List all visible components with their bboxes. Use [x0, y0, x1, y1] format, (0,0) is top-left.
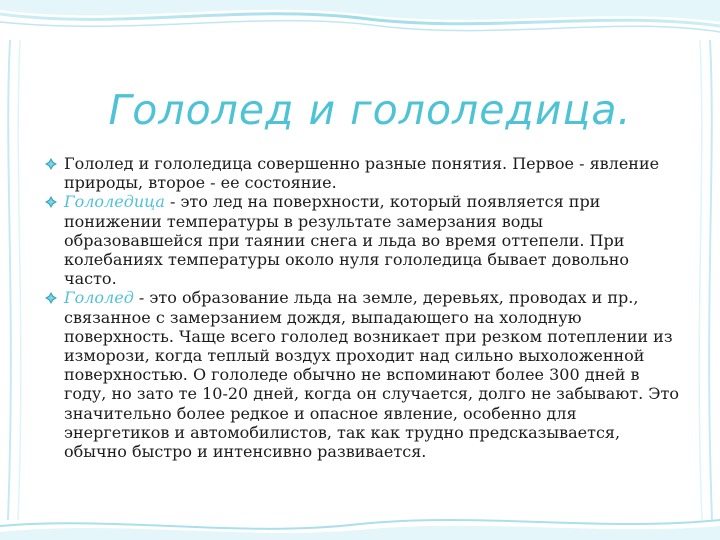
diamond-bullet-icon	[44, 157, 58, 171]
bullet-text: - это лед на поверхности, который появляется при понижении температуры в результате замерзания воды образовавшейся при таянии снега и льда во время оттепели. При колебаниях температуры около нуля гололедица бывает довольно часто.	[64, 192, 630, 289]
diamond-bullet-icon	[44, 195, 58, 209]
list-item	[44, 154, 680, 192]
list-item	[44, 192, 680, 288]
bullet-text: Гололед и гололедица совершенно разные понятия. Первое - явление природы, второе - ее состояние.	[64, 154, 660, 193]
diamond-bullet-icon	[44, 291, 58, 305]
bullet-text: - это образование льда на земле, деревьях, проводах и пр., связанное с замерзанием дождя, выпадающего на холодную поверхность. Чаще всего гололед возникает при резком потеплении из изморози, когда теплый воздух проходит над сильно выхоложенной поверхностью. О гололеде обычно не вспоминают более 300 дней в году, но зато те 10-20 дней, когда он случается, долго не забывают. Это значительно более редкое и опасное явление, особенно для энергетиков и автомобилистов, так как трудно предсказывается, обычно быстро и интенсивно развивается.	[64, 288, 680, 462]
bullet-list	[44, 154, 680, 461]
term-gololeditsa: Гололедица	[64, 192, 165, 212]
slide-title: Гололед и гололедица.	[108, 86, 632, 134]
list-item	[44, 288, 680, 461]
term-gololed: Гололед	[64, 288, 134, 308]
